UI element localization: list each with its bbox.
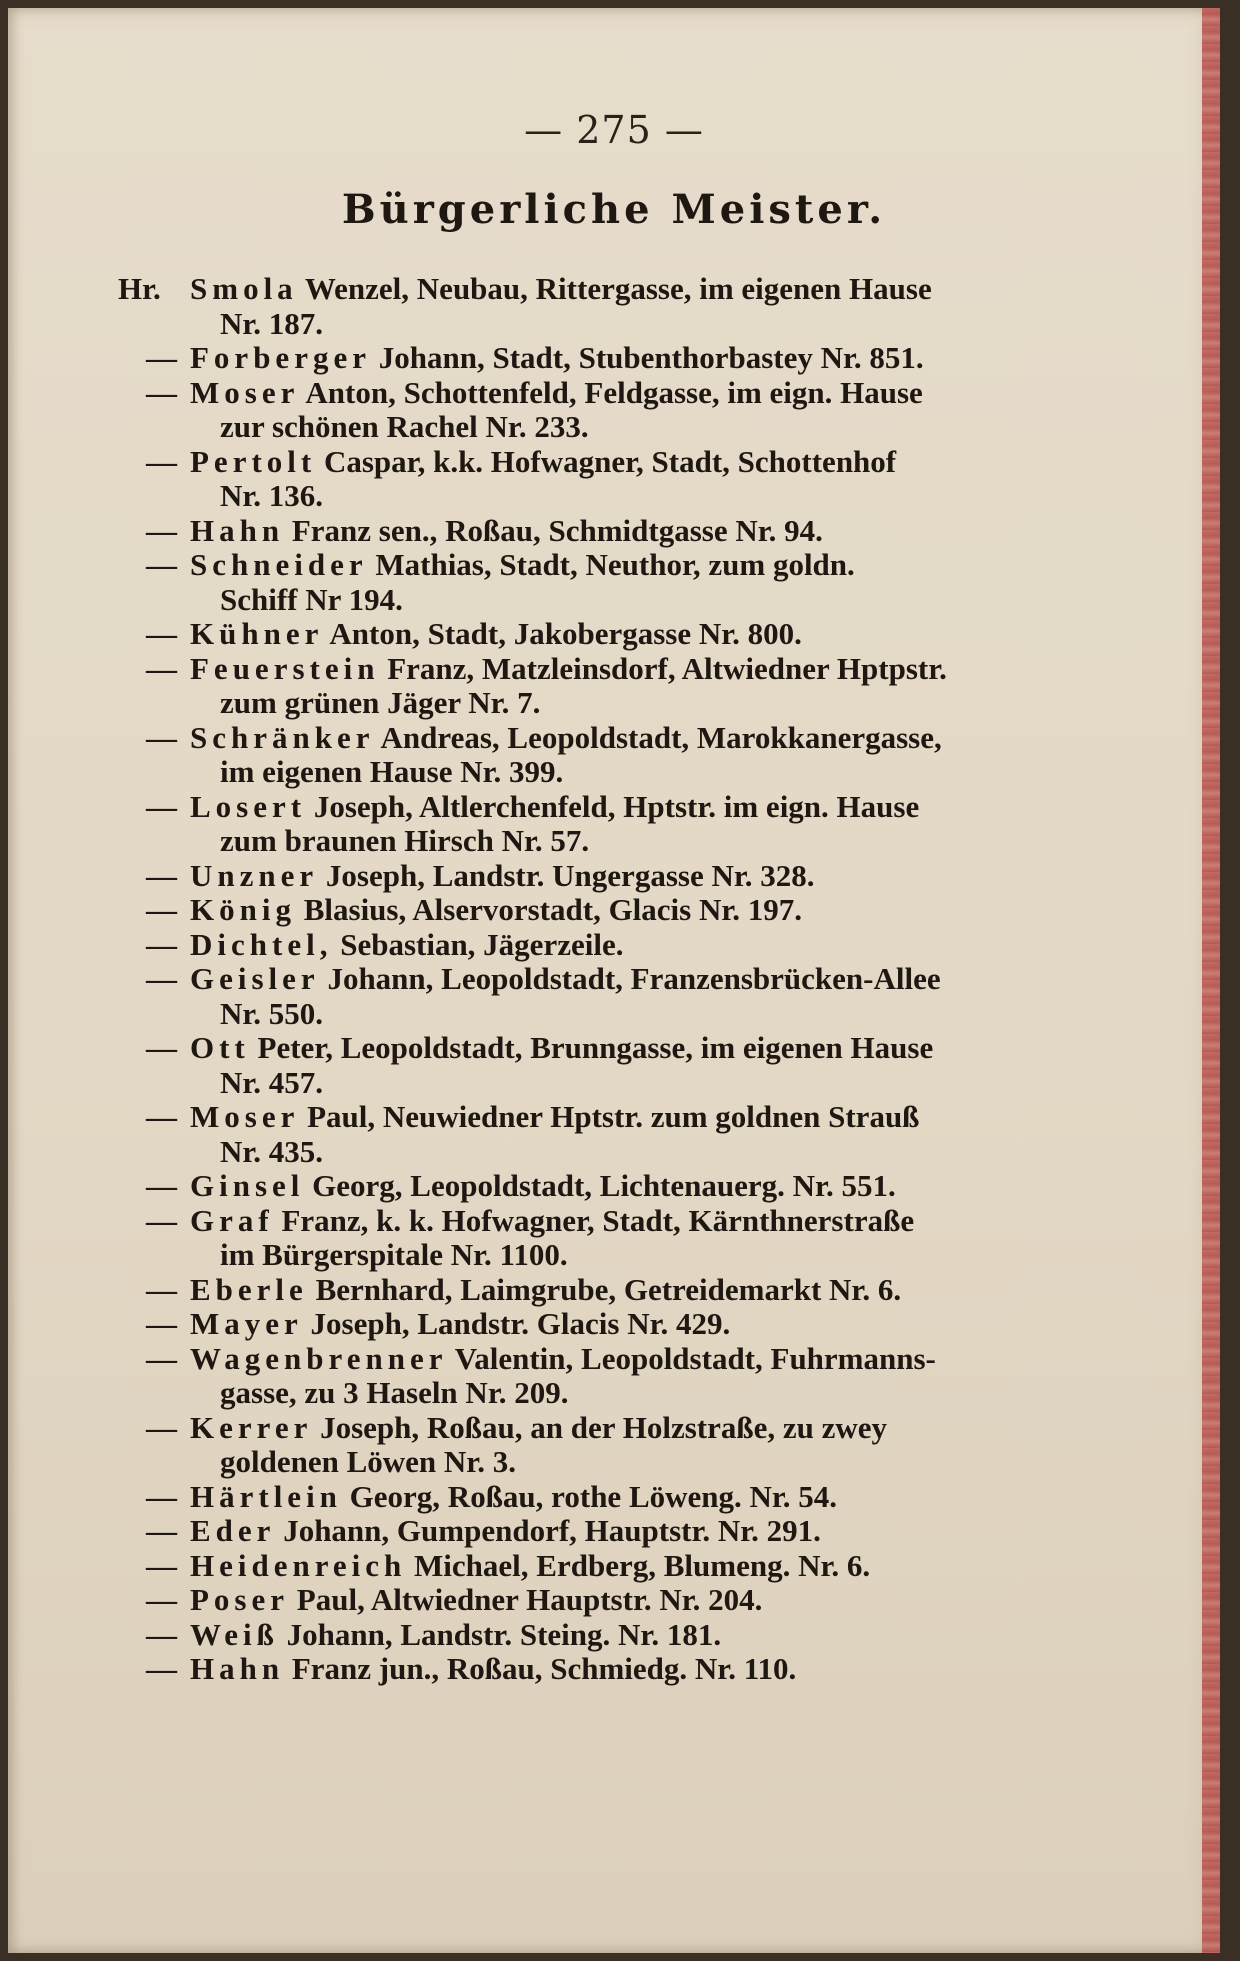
entry-continuation: im eigenen Hause Nr. 399. bbox=[220, 754, 564, 789]
entry-surname: Kerrer bbox=[190, 1409, 313, 1445]
entry-surname: Weiß bbox=[190, 1616, 279, 1652]
entry-surname: Feuerstein bbox=[190, 650, 380, 686]
list-item bbox=[118, 790, 1098, 859]
entry-details: Franz sen., Roßau, Schmidtgasse Nr. 94. bbox=[284, 512, 823, 548]
entry-continuation: im Bürgerspitale Nr. 1100. bbox=[220, 1237, 568, 1272]
entry-surname: Schränker bbox=[190, 719, 375, 755]
list-item bbox=[118, 1204, 1098, 1273]
entry-details: Joseph, Landstr. Glacis Nr. 429. bbox=[302, 1306, 731, 1341]
entry-prefix: — bbox=[146, 443, 177, 479]
entry-prefix: — bbox=[146, 857, 177, 893]
list-item bbox=[118, 1411, 1098, 1480]
entry-details: Paul, Altwiedner Hauptstr. Nr. 204. bbox=[289, 1582, 763, 1617]
list-item bbox=[118, 1549, 1098, 1584]
entry-details: Johann, Landstr. Steing. Nr. 181. bbox=[278, 1616, 722, 1652]
entry-surname: Ott bbox=[190, 1030, 250, 1065]
entry-prefix: — bbox=[146, 892, 177, 927]
entry-surname: Hahn bbox=[190, 1651, 285, 1686]
entry-prefix: — bbox=[146, 1478, 177, 1514]
entry-prefix: Hr. bbox=[118, 271, 161, 306]
list-item bbox=[118, 652, 1098, 721]
entry-prefix: — bbox=[146, 1030, 177, 1065]
entry-details: Valentin, Leopoldstadt, Fuhrmanns- bbox=[447, 1340, 936, 1376]
entry-prefix: — bbox=[146, 1340, 177, 1376]
entry-details: Sebastian, Jägerzeile. bbox=[332, 926, 624, 962]
entry-surname: Hahn bbox=[190, 512, 285, 548]
list-item bbox=[118, 1618, 1098, 1653]
entry-details: Joseph, Roßau, an der Holzstraße, zu zwey bbox=[312, 1409, 888, 1445]
entry-prefix: — bbox=[146, 788, 177, 824]
entry-continuation: Nr. 550. bbox=[220, 995, 324, 1031]
entry-details: Johann, Gumpendorf, Hauptstr. Nr. 291. bbox=[275, 1513, 821, 1548]
entry-surname: Graf bbox=[190, 1202, 274, 1238]
entry-details: Georg, Leopoldstadt, Lichtenauerg. Nr. 551. bbox=[304, 1168, 896, 1203]
entry-surname: Poser bbox=[190, 1582, 290, 1617]
entry-continuation: Nr. 136. bbox=[220, 478, 324, 513]
entry-surname: Eder bbox=[190, 1513, 276, 1548]
entry-prefix: — bbox=[146, 1168, 177, 1203]
list-item bbox=[118, 1342, 1098, 1411]
entry-details: Wenzel, Neubau, Rittergasse, im eigenen Hause bbox=[297, 271, 932, 306]
entry-surname: Mayer bbox=[190, 1306, 303, 1341]
list-item bbox=[118, 445, 1098, 514]
entry-continuation: zur schönen Rachel Nr. 233. bbox=[220, 409, 589, 444]
list-item bbox=[118, 893, 1098, 928]
entry-continuation: gasse, zu 3 Haseln Nr. 209. bbox=[220, 1375, 569, 1410]
list-item bbox=[118, 617, 1098, 652]
entry-continuation: zum braunen Hirsch Nr. 57. bbox=[220, 823, 590, 858]
list-item bbox=[118, 1273, 1098, 1308]
list-item bbox=[118, 548, 1098, 617]
list-item bbox=[118, 721, 1098, 790]
list-item bbox=[118, 1100, 1098, 1169]
entry-surname: Pertolt bbox=[190, 443, 317, 479]
entry-details: Michael, Erdberg, Blumeng. Nr. 6. bbox=[406, 1547, 871, 1583]
page-edge-decoration bbox=[1202, 8, 1220, 1953]
entry-details: Johann, Stadt, Stubenthorbastey Nr. 851. bbox=[370, 340, 924, 375]
entry-surname: König bbox=[190, 892, 296, 927]
list-item bbox=[118, 341, 1098, 376]
entry-prefix: — bbox=[146, 340, 177, 375]
entry-prefix: — bbox=[146, 1513, 177, 1548]
entry-details: Johann, Leopoldstadt, Franzensbrücken-Allee bbox=[319, 961, 941, 996]
list-item bbox=[118, 859, 1098, 894]
list-item bbox=[118, 514, 1098, 549]
page-number: — 275 — bbox=[524, 108, 704, 152]
entry-continuation: goldenen Löwen Nr. 3. bbox=[220, 1444, 516, 1479]
entry-prefix: — bbox=[146, 1547, 177, 1583]
entry-continuation: Nr. 435. bbox=[220, 1133, 324, 1169]
entry-list bbox=[118, 272, 1098, 1687]
entry-prefix: — bbox=[146, 650, 177, 686]
entry-surname: Ginsel bbox=[190, 1168, 305, 1203]
list-item bbox=[118, 928, 1098, 963]
list-item bbox=[118, 1307, 1098, 1342]
entry-surname: Heidenreich bbox=[190, 1547, 407, 1583]
entry-prefix: — bbox=[146, 512, 177, 548]
entry-prefix: — bbox=[146, 719, 177, 755]
entry-prefix: — bbox=[146, 926, 177, 962]
entry-prefix: — bbox=[146, 1409, 177, 1445]
entry-prefix: — bbox=[146, 1099, 177, 1134]
list-item bbox=[118, 1169, 1098, 1204]
list-item bbox=[118, 1583, 1098, 1618]
list-item bbox=[118, 1480, 1098, 1515]
entry-prefix: — bbox=[146, 1616, 177, 1652]
entry-details: Anton, Schottenfeld, Feldgasse, im eign. Hause bbox=[299, 374, 923, 410]
entry-details: Mathias, Stadt, Neuthor, zum goldn. bbox=[367, 547, 855, 582]
entry-surname: Geisler bbox=[190, 961, 320, 996]
entry-details: Joseph, Landstr. Ungergasse Nr. 328. bbox=[318, 857, 815, 893]
entry-prefix: — bbox=[146, 374, 177, 410]
entry-details: Franz, k. k. Hofwagner, Stadt, Kärnthnerstraße bbox=[273, 1202, 915, 1238]
list-item bbox=[118, 376, 1098, 445]
entry-details: Franz jun., Roßau, Schmiedg. Nr. 110. bbox=[284, 1651, 797, 1686]
entry-details: Joseph, Altlerchenfeld, Hptstr. im eign. Hause bbox=[306, 788, 920, 824]
entry-surname: Losert bbox=[190, 788, 307, 824]
entry-surname: Schneider bbox=[190, 547, 368, 582]
list-item bbox=[118, 272, 1098, 341]
entry-surname: Wagenbrenner bbox=[190, 1340, 448, 1376]
entry-continuation: zum grünen Jäger Nr. 7. bbox=[220, 685, 541, 720]
entry-prefix: — bbox=[146, 1582, 177, 1617]
entry-prefix: — bbox=[146, 547, 177, 582]
entry-prefix: — bbox=[146, 1271, 177, 1307]
entry-prefix: — bbox=[146, 1202, 177, 1238]
entry-continuation: Nr. 457. bbox=[220, 1064, 324, 1100]
list-item bbox=[118, 1031, 1098, 1100]
entry-continuation: Nr. 187. bbox=[220, 305, 324, 341]
entry-details: Peter, Leopoldstadt, Brunngasse, im eigenen Hause bbox=[249, 1030, 934, 1065]
entry-details: Caspar, k.k. Hofwagner, Stadt, Schottenhof bbox=[316, 443, 897, 479]
entry-surname: Härtlein bbox=[190, 1478, 342, 1514]
entry-details: Georg, Roßau, rothe Löweng. Nr. 54. bbox=[341, 1478, 838, 1514]
entry-details: Anton, Stadt, Jakobergasse Nr. 800. bbox=[323, 616, 802, 651]
list-item bbox=[118, 1652, 1098, 1687]
entry-surname: Unzner bbox=[190, 857, 319, 893]
entry-surname: Smola bbox=[190, 271, 298, 306]
entry-continuation: Schiff Nr 194. bbox=[220, 581, 403, 617]
entry-prefix: — bbox=[146, 1651, 177, 1686]
entry-prefix: — bbox=[146, 961, 177, 996]
entry-details: Franz, Matzleinsdorf, Altwiedner Hptpstr. bbox=[379, 650, 947, 686]
book-page bbox=[8, 8, 1220, 1953]
entry-surname: Moser bbox=[190, 1099, 300, 1134]
section-title: Bürgerliche Meister. bbox=[341, 186, 887, 233]
entry-prefix: — bbox=[146, 1306, 177, 1341]
entry-surname: Dichtel, bbox=[190, 926, 333, 962]
list-item bbox=[118, 962, 1098, 1031]
entry-surname: Kühner bbox=[190, 616, 324, 651]
entry-details: Bernhard, Laimgrube, Getreidemarkt Nr. 6. bbox=[307, 1271, 902, 1307]
entry-details: Paul, Neuwiedner Hptstr. zum goldnen Strauß bbox=[299, 1099, 920, 1134]
entry-prefix: — bbox=[146, 616, 177, 651]
entry-surname: Eberle bbox=[190, 1271, 308, 1307]
entry-surname: Moser bbox=[190, 374, 300, 410]
entry-details: Blasius, Alservorstadt, Glacis Nr. 197. bbox=[295, 892, 803, 927]
list-item bbox=[118, 1514, 1098, 1549]
entry-details: Andreas, Leopoldstadt, Marokkanergasse, bbox=[374, 719, 942, 755]
entry-surname: Forberger bbox=[190, 340, 371, 375]
